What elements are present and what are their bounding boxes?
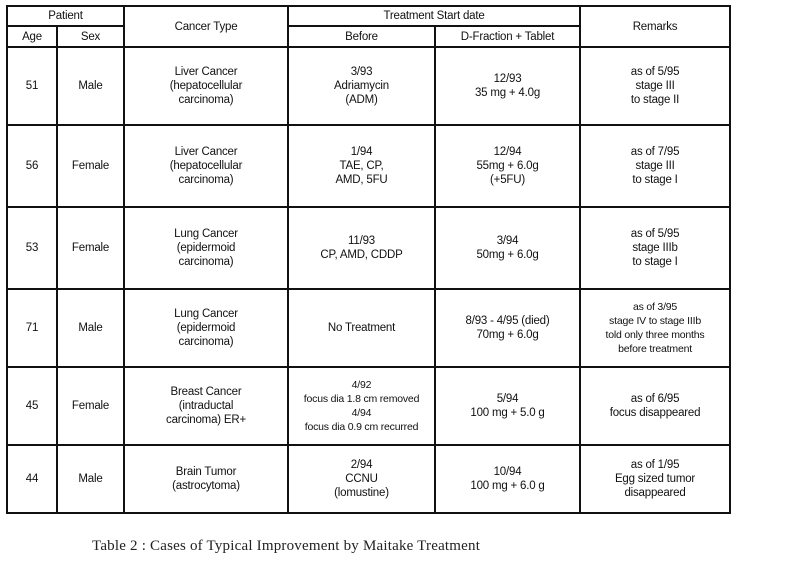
- remarks-cell: [580, 367, 730, 445]
- cancer-type-cell-line: (intraductal: [178, 400, 234, 412]
- age-cell: 56: [7, 125, 57, 207]
- remarks-header: Remarks: [580, 6, 730, 47]
- cancer-type-cell-line: Lung Cancer: [174, 308, 238, 320]
- sex-cell: Male: [57, 289, 124, 367]
- remarks-cell-line: to stage II: [630, 94, 680, 106]
- before-cell-line: CP, AMD, CDDP: [320, 249, 403, 261]
- treatment-start-header: Treatment Start date: [288, 6, 580, 26]
- sex-cell: Female: [57, 367, 124, 445]
- remarks-cell-line: as of 5/95: [630, 228, 680, 240]
- cancer-type-cell-line: (hepatocellular: [169, 160, 243, 172]
- remarks-cell-line: disappeared: [624, 487, 686, 499]
- dfraction-cell: [435, 207, 580, 289]
- sex-header: Sex: [57, 26, 124, 47]
- dfraction-cell-line: 50mg + 6.0g: [476, 249, 539, 261]
- before-cell-line: CCNU: [345, 473, 378, 485]
- remarks-cell-line: before treatment: [618, 343, 692, 355]
- remarks-cell-line: as of 6/95: [630, 393, 680, 405]
- cancer-type-cell-line: Liver Cancer: [174, 146, 238, 158]
- remarks-cell-line: as of 3/95: [632, 301, 678, 313]
- before-cell-line: (lomustine): [334, 487, 389, 499]
- remarks-cell: [580, 125, 730, 207]
- remarks-cell-line: to stage I: [632, 256, 678, 268]
- cancer-type-cell-line: carcinoma): [178, 336, 234, 348]
- remarks-cell-line: Egg sized tumor: [614, 473, 696, 485]
- sex-cell: Female: [57, 125, 124, 207]
- cancer-type-cell-line: (epidermoid: [176, 242, 236, 254]
- remarks-cell-line: stage IV to stage IIIb: [609, 315, 701, 327]
- cancer-type-header: Cancer Type: [124, 6, 288, 47]
- before-cell-line: TAE, CP,: [339, 160, 384, 172]
- dfraction-header: D-Fraction + Tablet: [435, 26, 580, 47]
- before-cell: [288, 125, 435, 207]
- cancer-type-cell: [124, 47, 288, 125]
- dfraction-cell: [435, 289, 580, 367]
- before-cell: [288, 47, 435, 125]
- age-cell: 45: [7, 367, 57, 445]
- remarks-cell-line: as of 5/95: [630, 66, 680, 78]
- cancer-type-cell-line: Breast Cancer: [170, 386, 242, 398]
- remarks-cell-line: told only three months: [605, 329, 705, 341]
- sex-cell: Male: [57, 47, 124, 125]
- before-cell-line: No Treatment: [327, 322, 396, 334]
- cancer-type-cell-line: Liver Cancer: [174, 66, 238, 78]
- table-row: [7, 47, 730, 125]
- dfraction-cell-line: 10/94: [493, 466, 522, 478]
- before-cell-line: 3/93: [350, 66, 373, 78]
- cancer-type-cell-line: (astrocytoma): [172, 480, 240, 492]
- cancer-type-cell-line: Lung Cancer: [174, 228, 238, 240]
- cases-table: [6, 5, 731, 514]
- table-row: [7, 367, 730, 445]
- remarks-cell-line: to stage I: [632, 174, 678, 186]
- dfraction-cell-line: 100 mg + 6.0 g: [470, 480, 545, 492]
- cancer-type-cell-line: carcinoma): [178, 174, 234, 186]
- dfraction-cell-line: 70mg + 6.0g: [476, 329, 539, 341]
- remarks-cell-line: stage IIIb: [632, 242, 678, 254]
- dfraction-cell: [435, 445, 580, 513]
- table-row: [7, 289, 730, 367]
- before-cell-line: 4/94: [351, 407, 372, 419]
- cancer-type-cell-line: (hepatocellular: [169, 80, 243, 92]
- cancer-type-cell: [124, 445, 288, 513]
- dfraction-cell-line: 12/93: [493, 73, 522, 85]
- before-cell-line: 1/94: [350, 146, 373, 158]
- age-cell: 44: [7, 445, 57, 513]
- age-cell: 51: [7, 47, 57, 125]
- remarks-cell: [580, 289, 730, 367]
- before-cell-line: focus dia 1.8 cm removed: [303, 393, 420, 405]
- before-cell: [288, 289, 435, 367]
- before-cell-line: 4/92: [351, 379, 372, 391]
- before-cell-line: (ADM): [345, 94, 378, 106]
- cancer-type-cell: [124, 367, 288, 445]
- table-row: [7, 207, 730, 289]
- age-cell: 71: [7, 289, 57, 367]
- cancer-type-cell: [124, 207, 288, 289]
- age-cell: 53: [7, 207, 57, 289]
- case-rows: [7, 47, 730, 513]
- dfraction-cell: [435, 125, 580, 207]
- sex-cell: Female: [57, 207, 124, 289]
- before-cell-line: 2/94: [350, 459, 373, 471]
- before-header: Before: [288, 26, 435, 47]
- before-cell-line: Adriamycin: [334, 80, 389, 92]
- remarks-cell-line: as of 7/95: [630, 146, 680, 158]
- remarks-cell: [580, 47, 730, 125]
- dfraction-cell-line: 3/94: [496, 235, 519, 247]
- dfraction-cell-line: 5/94: [496, 393, 519, 405]
- dfraction-cell-line: 35 mg + 4.0g: [474, 87, 541, 99]
- dfraction-cell-line: 12/94: [493, 146, 522, 158]
- remarks-cell: [580, 445, 730, 513]
- cancer-type-cell-line: carcinoma) ER+: [166, 414, 246, 426]
- cancer-type-cell-line: Brain Tumor: [175, 466, 237, 478]
- cancer-type-cell-line: carcinoma): [178, 94, 234, 106]
- cancer-type-cell-line: carcinoma): [178, 256, 234, 268]
- sex-cell: Male: [57, 445, 124, 513]
- remarks-cell-line: stage III: [635, 160, 675, 172]
- remarks-cell: [580, 207, 730, 289]
- age-header: Age: [7, 26, 57, 47]
- dfraction-cell-line: 100 mg + 5.0 g: [470, 407, 545, 419]
- cancer-type-cell: [124, 125, 288, 207]
- dfraction-cell-line: 8/93 - 4/95 (died): [465, 315, 550, 327]
- table-caption: Table 2 : Cases of Typical Improvement by Maitake Treatment: [92, 538, 481, 554]
- before-cell: [288, 207, 435, 289]
- remarks-cell-line: focus disappeared: [609, 407, 701, 419]
- remarks-cell-line: stage III: [635, 80, 675, 92]
- table-row: [7, 125, 730, 207]
- remarks-cell-line: as of 1/95: [630, 459, 680, 471]
- before-cell: [288, 445, 435, 513]
- dfraction-cell-line: 55mg + 6.0g: [476, 160, 539, 172]
- before-cell-line: 11/93: [348, 235, 375, 247]
- dfraction-cell: [435, 367, 580, 445]
- patient-header: Patient: [7, 6, 124, 26]
- before-cell: [288, 367, 435, 445]
- before-cell-line: focus dia 0.9 cm recurred: [304, 421, 419, 433]
- table-row: [7, 445, 730, 513]
- dfraction-cell-line: (+5FU): [490, 174, 525, 186]
- cancer-type-cell-line: (epidermoid: [176, 322, 236, 334]
- before-cell-line: AMD, 5FU: [335, 174, 388, 186]
- cancer-type-cell: [124, 289, 288, 367]
- dfraction-cell: [435, 47, 580, 125]
